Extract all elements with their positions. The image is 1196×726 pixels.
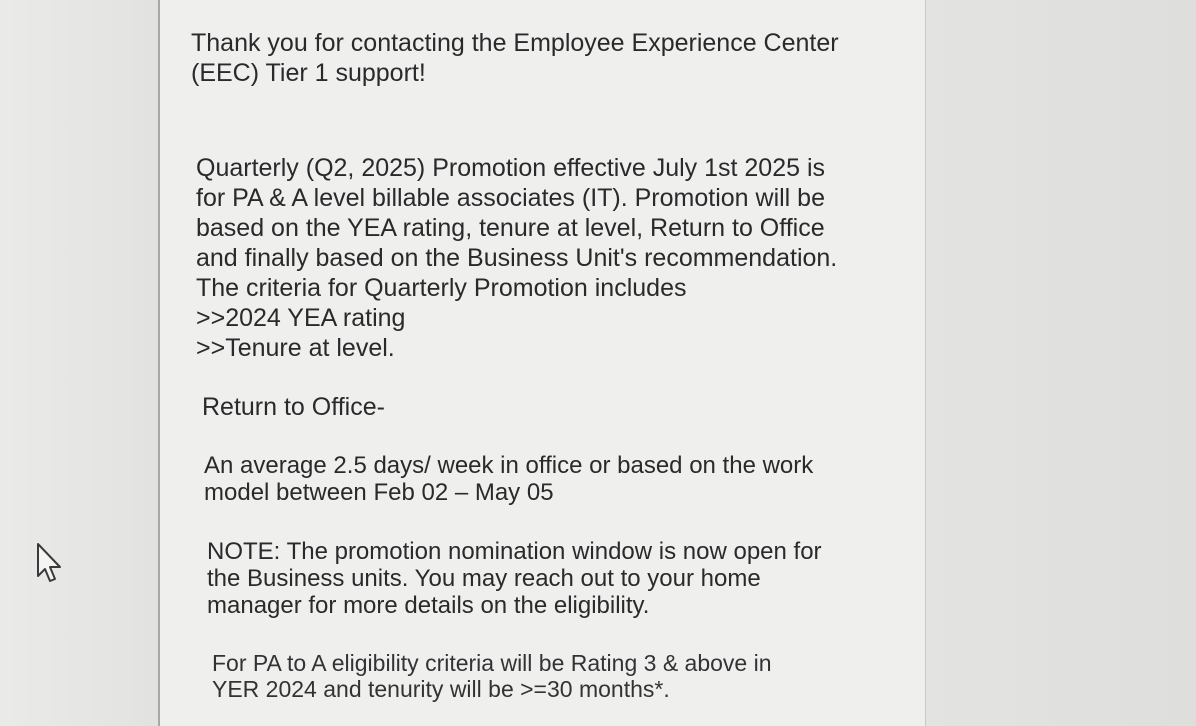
rto-line: model between Feb 02 – May 05	[204, 479, 554, 506]
greeting-text	[191, 28, 839, 88]
greeting-line: (EEC) Tier 1 support!	[191, 59, 426, 87]
promotion-line: and finally based on the Business Unit's recommendation.	[196, 244, 838, 272]
eligibility-line: YER 2024 and tenurity will be >=30 months*.	[212, 676, 670, 702]
return-to-office-heading: Return to Office-	[202, 393, 385, 421]
note-line: the Business units. You may reach out to your home	[207, 565, 761, 592]
return-to-office-body	[204, 452, 813, 506]
left-margin	[0, 0, 158, 726]
mouse-pointer-icon	[34, 542, 68, 586]
note-line: manager for more details on the eligibility.	[207, 592, 650, 619]
greeting-line: Thank you for contacting the Employee Experience Center	[191, 29, 839, 57]
promotion-line: Quarterly (Q2, 2025) Promotion effective July 1st 2025 is	[196, 154, 826, 182]
note-line: NOTE: The promotion nomination window is now open for	[207, 538, 822, 565]
promotion-line: based on the YEA rating, tenure at level, Return to Office	[196, 214, 825, 242]
criteria-item: >>2024 YEA rating	[196, 304, 406, 332]
criteria-item: >>Tenure at level.	[196, 334, 395, 362]
rto-line: An average 2.5 days/ week in office or based on the work	[204, 452, 814, 479]
promotion-paragraph	[196, 153, 837, 363]
right-empty-area	[926, 0, 1196, 726]
eligibility-line: For PA to A eligibility criteria will be Rating 3 & above in	[212, 650, 772, 676]
eligibility-paragraph	[212, 650, 772, 702]
promotion-line: for PA & A level billable associates (IT). Promotion will be	[196, 184, 825, 212]
promotion-line: The criteria for Quarterly Promotion includes	[196, 274, 687, 302]
note-paragraph	[207, 538, 822, 619]
